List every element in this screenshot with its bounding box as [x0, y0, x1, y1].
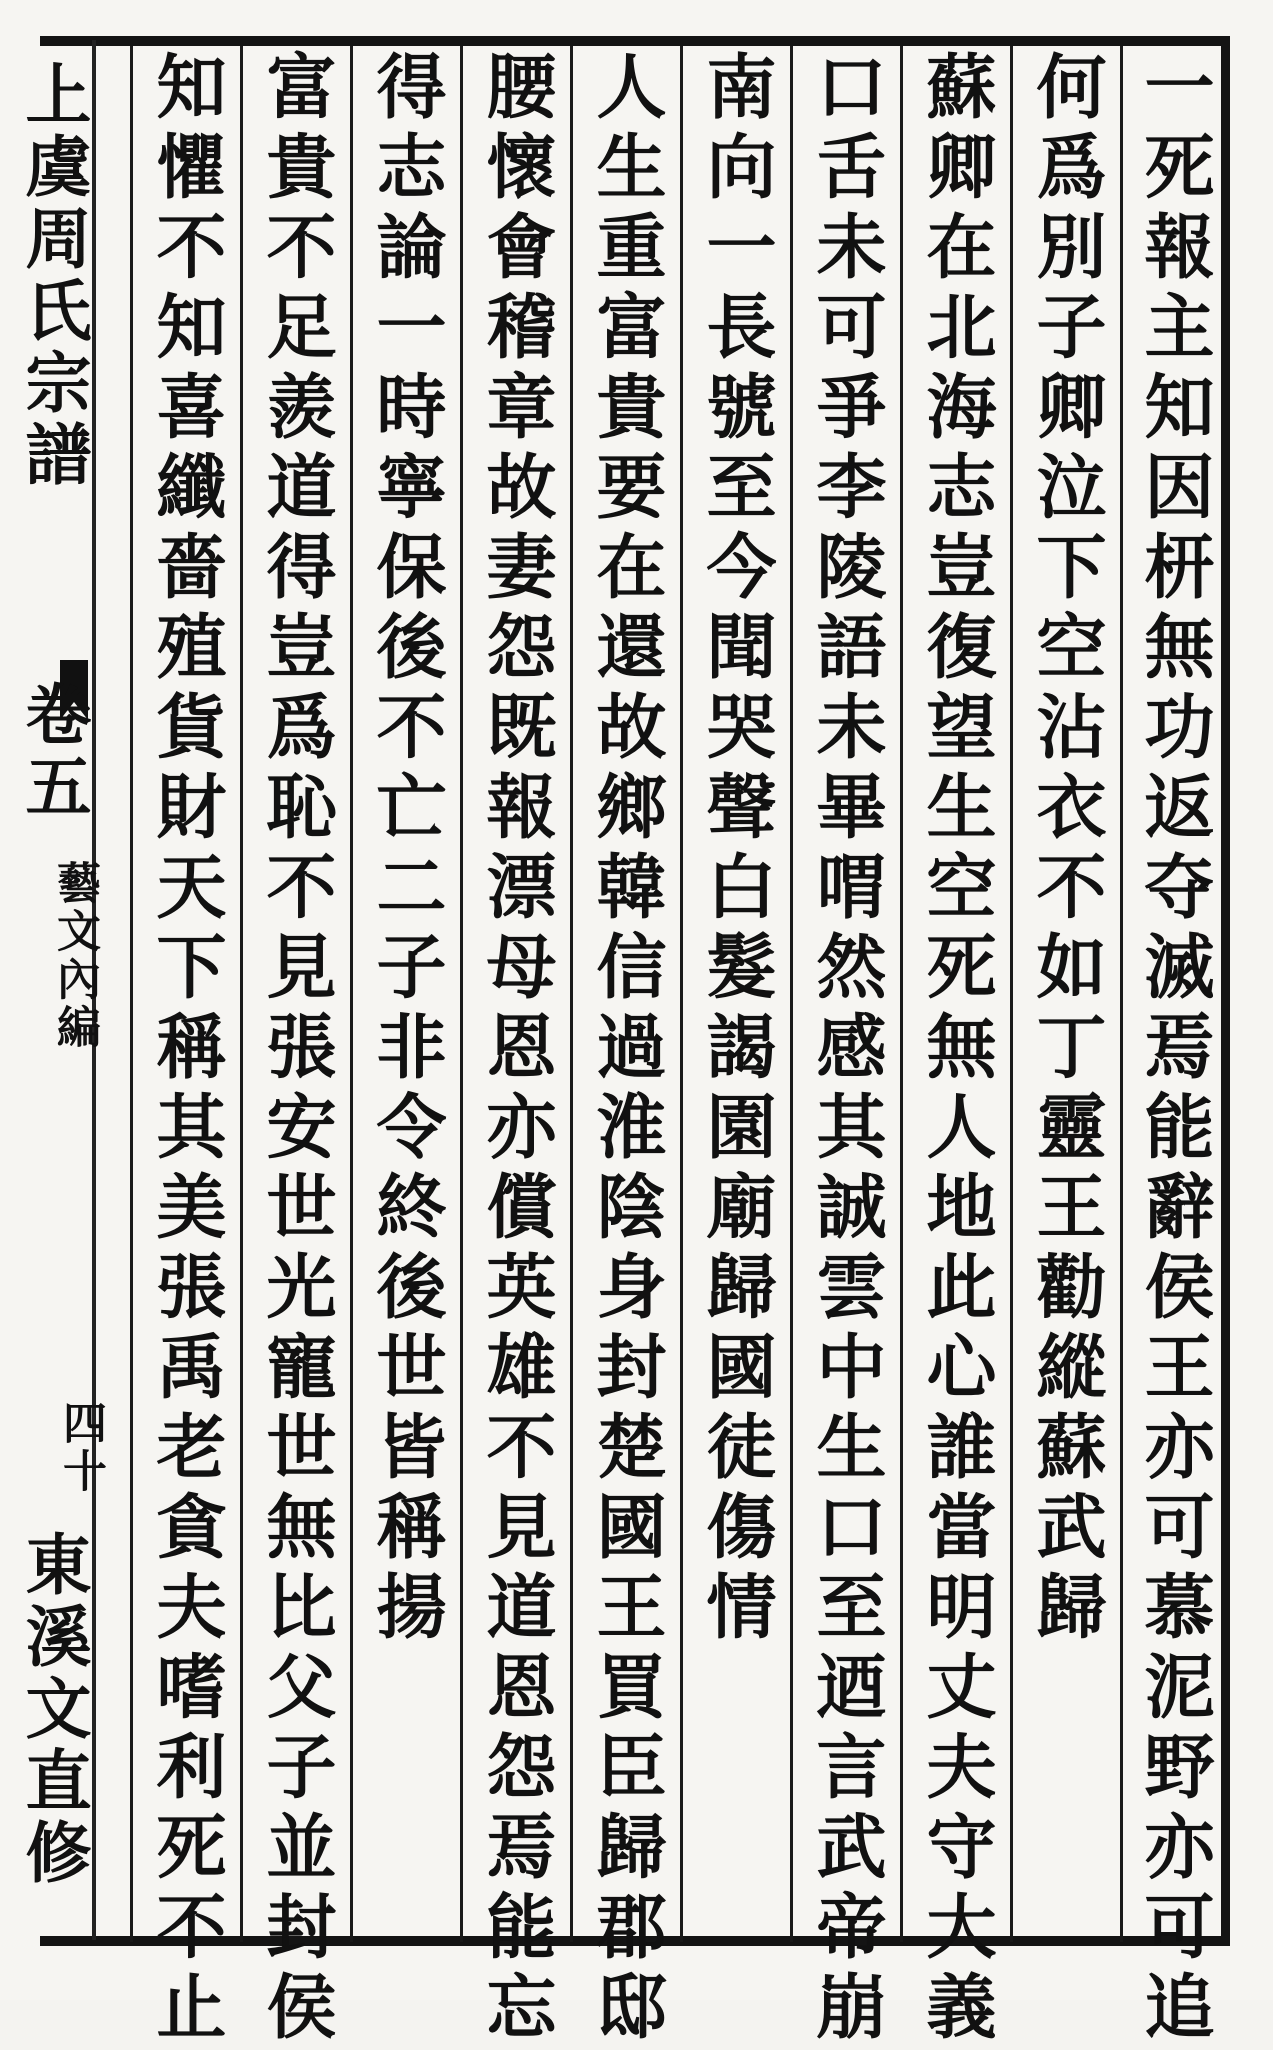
column-text: 口舌未可爭李陵語未畢喟然感其誠雲中生口至迺言武帝崩: [805, 50, 888, 2050]
text-column-8: [352, 50, 460, 1930]
text-column-9: [242, 50, 350, 2050]
book-title: 上虞周氏宗譜: [14, 60, 92, 492]
section-label: 藝文內編: [49, 860, 100, 1052]
text-column-6: [572, 50, 680, 2050]
text-column-1: [1122, 50, 1226, 2050]
column-text: 腰懷會稽章故妻怨既報漂母恩亦償英雄不見道恩怨焉能忘: [475, 50, 558, 2050]
text-column-7: [462, 50, 570, 2050]
text-column-5: [682, 50, 790, 1930]
column-text: 南向一長號至今聞哭聲白髮謁園廟歸國徒傷情: [695, 50, 778, 1650]
page-number: 四十: [55, 1400, 106, 1496]
hall-name: 東溪文直修: [14, 1530, 92, 1890]
column-text: 富貴不足羨道得豈爲恥不見張安世光寵世無比父子並封侯: [255, 50, 338, 2050]
text-column-2: [1012, 50, 1120, 1930]
text-column-4: [792, 50, 900, 2050]
text-column-3: [902, 50, 1010, 2050]
column-text: 蘇卿在北海志豈復望生空死無人地此心誰當明丈夫守大義: [915, 50, 998, 2050]
column-text: 一死報主知因枅無功返夺滅焉能辭侯王亦可慕泥野亦可追: [1133, 50, 1216, 2050]
column-text: 得志論一時寧保後不亡二子非令終後世皆稱揚: [365, 50, 448, 1650]
column-text: 知懼不知喜纖嗇殖貨財天下稱其美張禹老貪夫嗜利死不止: [145, 50, 228, 2050]
column-text: 人生重富貴要在還故鄉韓信過淮陰身封楚國王買臣歸郡邸: [585, 50, 668, 2050]
column-text: 何爲別子卿泣下空沾衣不如丁靈王勸縱蘇武歸: [1025, 50, 1108, 1650]
volume-label: 卷五: [14, 680, 92, 824]
text-column-10: [132, 50, 240, 2050]
page-margin: [0, 60, 106, 1940]
